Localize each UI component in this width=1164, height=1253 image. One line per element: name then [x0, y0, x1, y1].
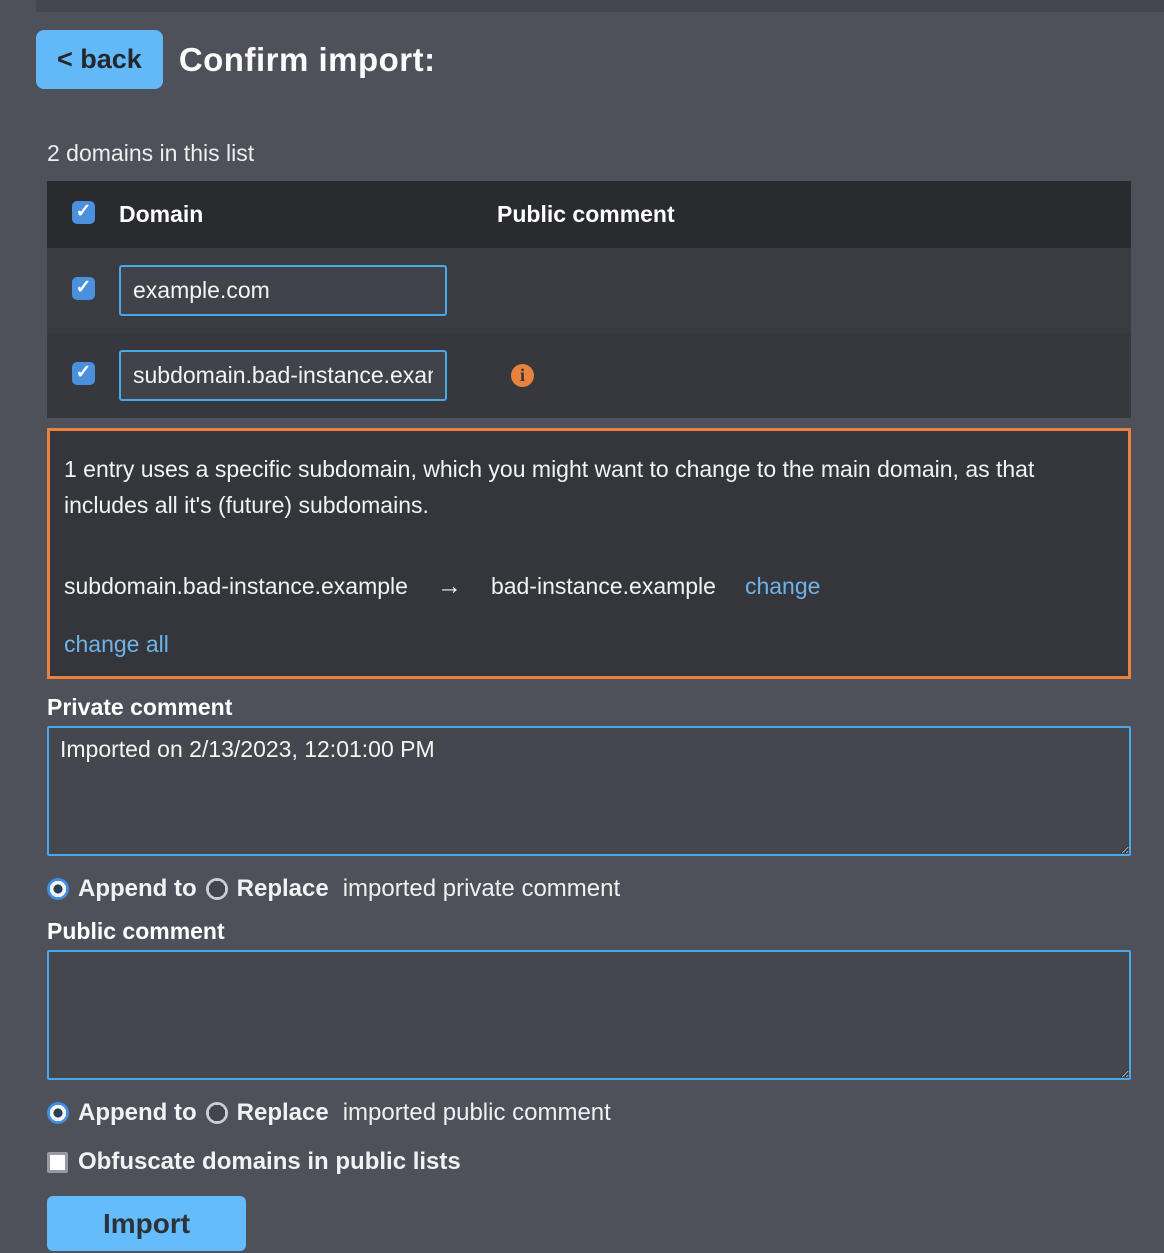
page-header — [36, 30, 1131, 89]
private-comment-label: Private comment — [47, 694, 233, 720]
public-comment-mode-group — [47, 1099, 1131, 1127]
page-title: Confirm import: — [178, 40, 436, 78]
row-checkbox[interactable] — [72, 277, 95, 300]
append-radio[interactable] — [47, 1102, 69, 1124]
subdomain-warning-box — [47, 428, 1131, 679]
subdomain-from: subdomain.bad-instance.example — [64, 573, 408, 599]
domain-count-text: 2 domains in this list — [47, 140, 255, 166]
subdomain-warning-message: 1 entry uses a specific subdomain, which you might want to change to the main domain, as that includes all it's (future) subdomains. — [64, 456, 1035, 518]
change-link[interactable]: change — [744, 573, 821, 599]
domain-column-header: Domain — [119, 201, 204, 227]
subdomain-mapping-row — [64, 572, 1114, 601]
domains-table — [47, 181, 1131, 418]
table-row — [47, 333, 1131, 418]
append-radio-label: Append to — [78, 875, 197, 902]
public-comment-column-header: Public comment — [497, 201, 675, 227]
append-radio-label: Append to — [78, 1099, 197, 1126]
replace-radio[interactable] — [206, 1102, 228, 1124]
main-content — [47, 140, 1131, 1251]
domain-input[interactable] — [119, 265, 447, 316]
replace-radio-label: Replace — [236, 875, 329, 902]
replace-radio-label: Replace — [236, 1099, 329, 1126]
row-public-comment-cell — [497, 364, 1131, 387]
import-button[interactable]: Import — [47, 1196, 246, 1251]
mode-suffix-label: imported public comment — [342, 1099, 611, 1126]
public-comment-label: Public comment — [47, 918, 225, 944]
public-comment-textarea[interactable] — [47, 950, 1131, 1080]
append-radio[interactable] — [47, 878, 69, 900]
domain-input[interactable] — [119, 350, 447, 401]
back-button[interactable]: < back — [36, 30, 163, 89]
obfuscate-checkbox[interactable] — [47, 1152, 68, 1173]
top-partial-element — [36, 0, 1164, 12]
replace-radio[interactable] — [206, 878, 228, 900]
subdomain-to: bad-instance.example — [490, 573, 716, 599]
private-comment-textarea[interactable] — [47, 726, 1131, 856]
change-all-link[interactable]: change all — [64, 631, 169, 657]
arrow-right-icon: → — [436, 572, 462, 600]
private-comment-mode-group — [47, 875, 1131, 903]
select-all-checkbox[interactable] — [72, 201, 95, 224]
obfuscate-option-row — [47, 1148, 1131, 1176]
mode-suffix-label: imported private comment — [342, 875, 621, 902]
row-checkbox[interactable] — [72, 362, 95, 385]
obfuscate-label: Obfuscate domains in public lists — [78, 1148, 461, 1175]
table-row — [47, 248, 1131, 333]
table-header-row — [47, 181, 1131, 248]
info-icon[interactable]: i — [511, 364, 534, 387]
